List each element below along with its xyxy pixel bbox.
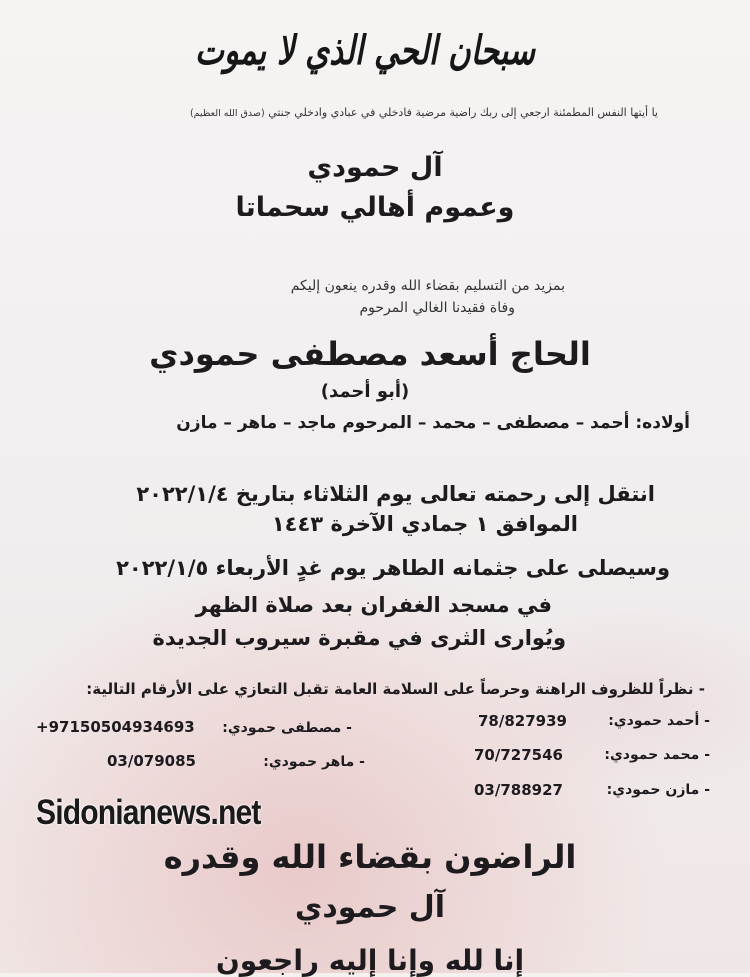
site-watermark: Sidonianews.net xyxy=(36,793,261,832)
verse-text: يا أيتها النفس المطمئنة ارجعي إلى ربك راضية مرضية فادخلي في عبادي وادخلي جنتي xyxy=(268,106,658,119)
mosque-line: في مسجد الغفران بعد صلاة الظهر xyxy=(195,593,552,617)
condolence-notice: - نظراً للظروف الراهنة وحرصاً على السلامة العامة تقبل التعازي على الأرقام التالية: xyxy=(86,680,705,698)
contact-label: - أحمد حمودي: xyxy=(608,713,710,729)
prayer-date-line: وسيصلى على جثمانه الطاهر يوم غدٍ الأربعاء ٢٠٢٢/١/٥ xyxy=(116,556,670,580)
contact-label: - ماهر حمودي: xyxy=(263,754,365,770)
closing-line-1: الراضون بقضاء الله وقدره xyxy=(163,838,577,876)
quran-verse xyxy=(190,106,658,119)
contact-number: +97150504934693 xyxy=(36,718,195,736)
family-community-line: وعموم أهالي سحماتا xyxy=(235,192,515,223)
hijri-date-line: الموافق ١ جمادي الآخرة ١٤٤٣ xyxy=(271,512,578,536)
family-name-line: آل حمودي xyxy=(307,152,443,183)
intro-line-1: بمزيد من التسليم بقضاء الله وقدره ينعون إليكم xyxy=(290,278,565,294)
contact-number: 03/788927 xyxy=(474,781,563,799)
contact-label: - محمد حمودي: xyxy=(604,747,710,763)
death-date-line: انتقل إلى رحمته تعالى يوم الثلاثاء بتاريخ ٢٠٢٢/١/٤ xyxy=(136,482,655,506)
intro-line-2: وفاة فقيدنا الغالي المرحوم xyxy=(359,300,515,316)
contact-number: 70/727546 xyxy=(474,746,563,764)
calligraphy-text: سبحان الحي الذي لا يموت xyxy=(195,27,638,74)
closing-family-name: آل حمودي xyxy=(294,890,446,925)
deceased-name: الحاج أسعد مصطفى حمودي xyxy=(149,335,591,373)
contact-label: - مصطفى حمودي: xyxy=(222,720,352,736)
children-list: أولاده: أحمد – مصطفى – محمد – المرحوم ماجد – ماهر – مازن xyxy=(176,413,690,433)
contact-number: 78/827939 xyxy=(478,712,567,730)
closing-verse: إنا لله وإنا إليه راجعون xyxy=(215,944,525,977)
calligraphy-header xyxy=(185,12,638,84)
burial-line: ويُوارى الثرى في مقبرة سيروب الجديدة xyxy=(152,626,566,650)
verse-reference: (صدق الله العظيم) xyxy=(189,108,265,119)
contact-label: - مازن حمودي: xyxy=(606,782,710,798)
contact-number: 03/079085 xyxy=(107,752,196,770)
deceased-kunya: (أبو أحمد) xyxy=(320,381,410,402)
